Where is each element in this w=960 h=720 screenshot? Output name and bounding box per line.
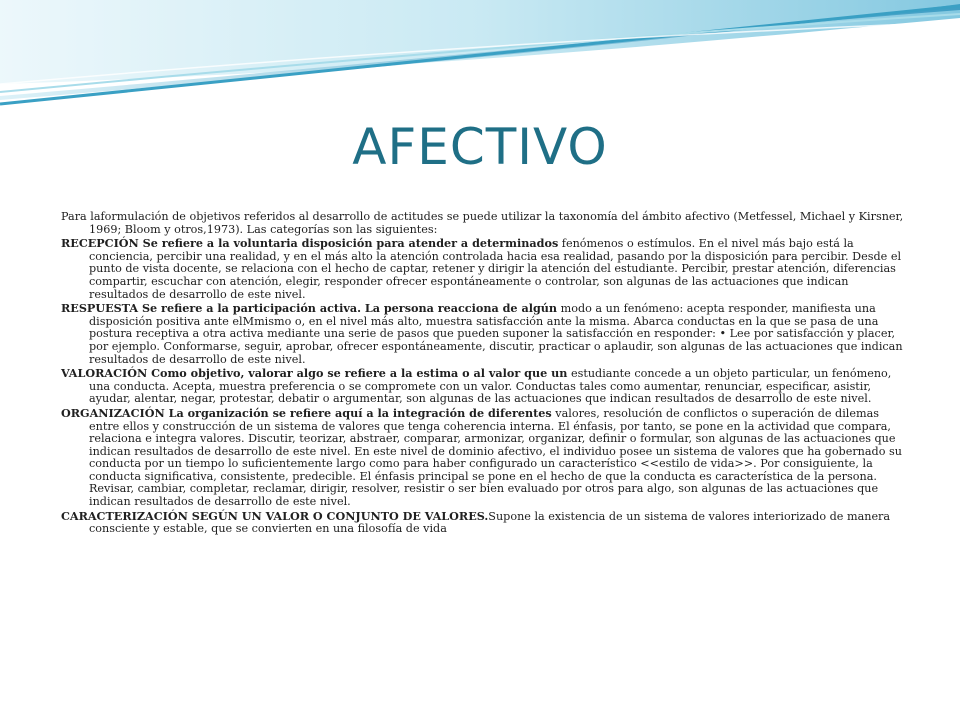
category-text: Supone la existencia de un sistema de valores interiorizado de manera consciente y estable, que se convierten en una filosofía de vida [89, 509, 891, 536]
category-valoracion [61, 367, 911, 406]
slide-body [61, 211, 911, 537]
category-text: fenómenos o estímulos. En el nivel más bajo está la conciencia, percibir una realidad, y en el más alto la atención controlada hacia esa realidad, pasando por la disposición para percibir. Desde el punto de vista docente, se relaciona con el hecho de captar, retener y dirigir la atención del estudiante. Percibir, prestar atención, diferencias compartir, escuchar con atención, elegir, responder ofrecer espontáneamente o controlar, son algunas de las actuaciones que indican resultados de desarrollo de este nivel. [89, 237, 902, 301]
category-recepcion [61, 237, 911, 301]
intro-paragraph: Para laformulación de objetivos referidos al desarrollo de actitudes se puede utilizar la taxonomía del ámbito afectivo (Metfessel, Michael y Kirsner, 1969; Bloom y otros,1973). Las categorías son las siguientes: [61, 210, 904, 236]
category-respuesta [61, 302, 911, 366]
category-heading: RECEPCIÓN Se refiere a la voluntaria disposición para atender a determinados [61, 236, 559, 251]
category-heading: RESPUESTA Se refiere a la participación activa. La persona reacciona de algún [61, 301, 558, 316]
category-text: modo a un fenómeno: acepta responder, manifiesta una disposición positiva ante elMmismo o, en el nivel más alto, muestra satisfacción ante la misma. Abarca conductas en la que se pasa de una postura receptiva a otra activa mediante una serie de pasos que pueden suponer la satisfacción en responder: • Lee por satisfacción y placer, por ejemplo. Conformarse, seguir, aprobar, ofrecer espontáneamente, discutir, practicar o aplaudir, son algunas de las actuaciones que indican resultados de desarrollo de este nivel. [89, 302, 903, 366]
category-organizacion [61, 407, 911, 509]
category-heading: ORGANIZACIÓN La organización se refiere aquí a la integración de diferentes [61, 405, 552, 420]
category-caracterizacion [61, 510, 911, 536]
category-heading: VALORACIÓN Como objetivo, valorar algo se refiere a la estima o al valor que un [61, 366, 568, 381]
category-heading: CARACTERIZACIÓN SEGÚN UN VALOR O CONJUNTO DE VALORES. [61, 508, 489, 523]
header-wave-decoration [0, 0, 960, 110]
category-text: estudiante concede a un objeto particular, un fenómeno, una conducta. Acepta, muestra preferencia o se compromete con un valor. Conductas tales como aumentar, renunciar, especificar, asistir, ayudar, alentar, negar, protestar, debatir o argumentar, son algunas de las actuaciones que indican resultados de desarrollo de este nivel. [89, 367, 892, 406]
slide-title: AFECTIVO [352, 118, 608, 176]
category-text: valores, resolución de conflictos o superación de dilemas entre ellos y construcción de un sistema de valores que tenga coherencia interna. El énfasis, por tanto, se pone en la actividad que compara, relaciona e integra valores. Discutir, teorizar, abstraer, comparar, armonizar, organizar, definir o formular, son algunas de las actuaciones que indican resultados de desarrollo de este nivel. En este nivel de dominio afectivo, el individuo posee un sistema de valores que ha gobernado su conducta por un tiempo lo suficientemente largo como para haber configurado un característico <<estilo de vida>>. Por consiguiente, la conducta significativa, consistente, predecible. El énfasis principal se pone en el hecho de que la conducta es característica de la persona. Revisar, cambiar, completar, reclamar, dirigir, resolver, resistir o ser bien evaluado por otros para algo, son algunas de las actuaciones que indican resultados de desarrollo de este nivel. [89, 406, 902, 509]
